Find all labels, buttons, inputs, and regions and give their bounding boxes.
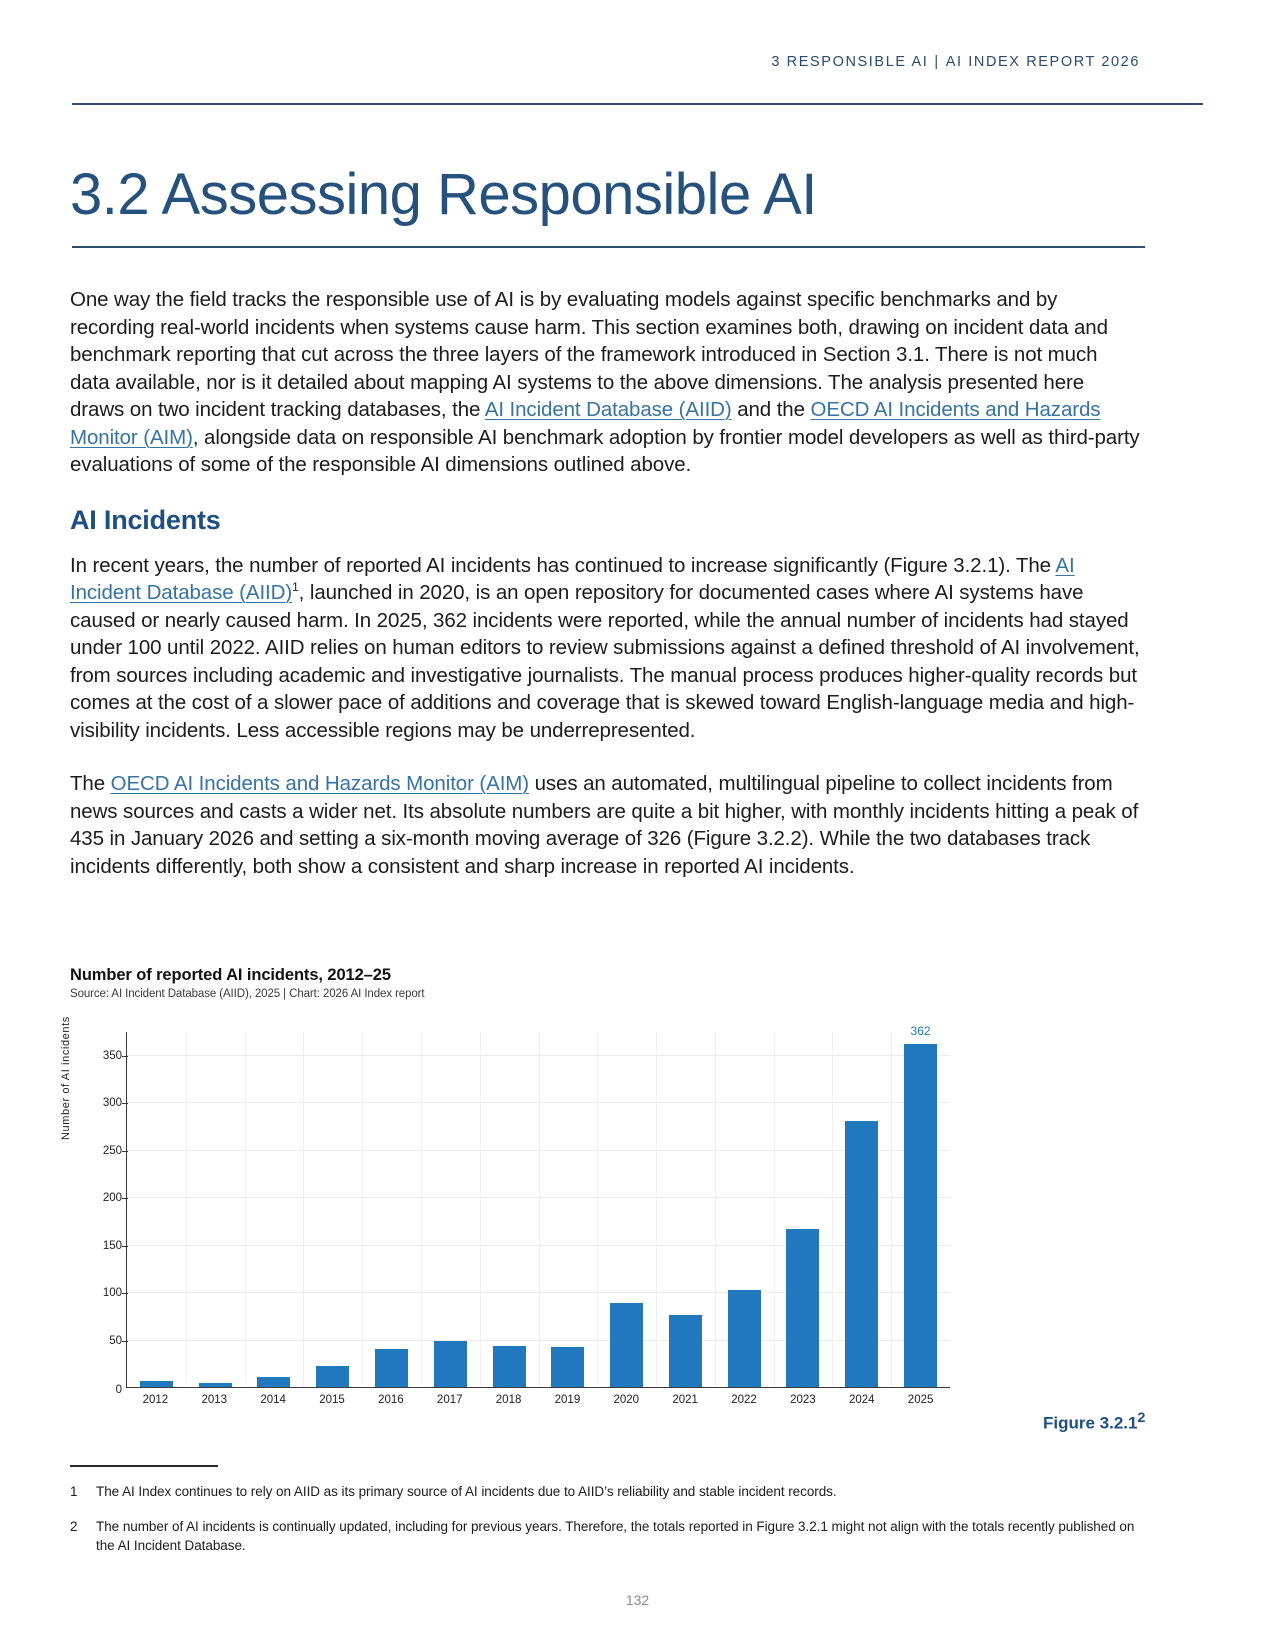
intro-text-2: and the xyxy=(731,398,811,421)
x-tick-2016: 2016 xyxy=(378,1394,404,1406)
body-content xyxy=(70,286,1142,906)
bar-slot xyxy=(245,1032,304,1388)
x-tick-2012: 2012 xyxy=(142,1394,169,1406)
x-tick-2023: 2023 xyxy=(790,1394,816,1406)
bar-slot xyxy=(480,1032,539,1388)
running-head-section: 3 RESPONSIBLE AI xyxy=(771,54,929,70)
bar-slot xyxy=(362,1032,421,1388)
chart-title: Number of reported AI incidents, 2012–25 xyxy=(70,966,391,984)
bar-2016[interactable] xyxy=(375,1349,408,1388)
link-oecd-aim[interactable]: OECD AI Incidents and Hazards Monitor (AIM) xyxy=(70,398,1101,449)
bar-slot xyxy=(832,1032,891,1388)
footnote xyxy=(70,1517,1142,1555)
header-divider xyxy=(72,103,1203,105)
y-tick-zero: 0 xyxy=(115,1384,122,1396)
bar-2019[interactable] xyxy=(551,1347,584,1388)
figure-caption-sup: 2 xyxy=(1137,1410,1146,1426)
footnote-number: 1 xyxy=(70,1484,78,1499)
link-ai-incident-database[interactable]: AI Incident Database (AIID) xyxy=(484,398,732,421)
figure-caption xyxy=(1043,1410,1145,1434)
x-axis-line xyxy=(126,1387,950,1389)
footnote xyxy=(70,1482,1142,1501)
x-tick-2024: 2024 xyxy=(848,1394,875,1406)
running-head-separator: | xyxy=(934,54,940,70)
x-axis-ticks xyxy=(126,1394,950,1416)
title-divider xyxy=(72,246,1145,248)
bar-slot xyxy=(891,1024,950,1388)
bar-slot xyxy=(715,1032,774,1388)
page-title: 3.2 Assessing Responsible AI xyxy=(70,161,817,227)
footnote-text: The number of AI incidents is continually updated, including for previous years. Therefore, the totals reported in Figure 3.2.1 might not align with the totals recently published on the AI Incident Database. xyxy=(96,1519,1135,1553)
running-head xyxy=(771,54,1140,70)
footnote-text: The AI Index continues to rely on AIID as its primary source of AI incidents due to AIID’s reliability and stable incident records. xyxy=(96,1484,837,1499)
footnote-number: 2 xyxy=(70,1519,78,1534)
bar-2025[interactable] xyxy=(904,1044,937,1388)
intro-text-3: , alongside data on responsible AI benchmark adoption by frontier model developers as well as third-party evaluations of some of the responsible AI dimensions outlined above. xyxy=(70,425,1140,476)
footnote-marker-1[interactable]: 1 xyxy=(292,580,299,595)
x-tick-2014: 2014 xyxy=(260,1394,286,1406)
x-tick-2015: 2015 xyxy=(319,1394,345,1406)
ai-incidents-section xyxy=(70,505,1142,881)
running-head-report: AI INDEX REPORT 2026 xyxy=(945,54,1140,70)
bar-slot xyxy=(303,1032,362,1388)
x-tick-2020: 2020 xyxy=(613,1394,640,1406)
subsection-heading: AI Incidents xyxy=(70,504,221,535)
footnote-divider xyxy=(70,1465,218,1467)
bar-2021[interactable] xyxy=(669,1315,702,1388)
para2-comma: , xyxy=(298,581,305,604)
link-oecd-aim-2[interactable]: OECD AI Incidents and Hazards Monitor (AIM) xyxy=(110,772,530,795)
bar-slot xyxy=(597,1032,656,1388)
x-tick-2025: 2025 xyxy=(907,1394,934,1406)
x-tick-2019: 2019 xyxy=(554,1394,581,1406)
x-tick-2018: 2018 xyxy=(495,1394,522,1406)
plot-region xyxy=(126,1024,950,1388)
paragraph-oecd xyxy=(70,770,1142,880)
y-tick-300: 300 xyxy=(70,1097,122,1109)
footnotes-list xyxy=(70,1482,1142,1571)
para2-text-2: launched in 2020, is an open repository for documented cases where AI systems have caused or nearly caused harm. In 2025, 362 incidents were reported, while the annual number of incidents had stayed under 100 until 2022. AIID relies on human editors to review submissions against a defined threshold of AI involvement, from sources including academic and investigative journalists. The manual process produces higher-quality records but comes at the cost of a slower pace of additions and coverage that is skewed toward English-language media and high-visibility incidents. Less accessible regions may be underrepresented. xyxy=(70,581,1140,742)
y-tick-200: 200 xyxy=(70,1192,122,1204)
figure-caption-text: Figure 3.2.1 xyxy=(1043,1413,1138,1433)
bar-2020[interactable] xyxy=(610,1303,643,1388)
bar-slot xyxy=(421,1032,480,1388)
link-ai-incident-database-2[interactable]: AI Incident Database (AIID) xyxy=(70,553,1075,604)
page-number: 132 xyxy=(625,1592,650,1608)
chart-area xyxy=(60,1010,950,1430)
y-axis-label: Number of AI incidents xyxy=(60,1016,72,1140)
x-tick-2013: 2013 xyxy=(201,1394,228,1406)
y-tick-50: 50 xyxy=(70,1335,122,1347)
bar-slot xyxy=(656,1032,715,1388)
y-tick-250: 250 xyxy=(70,1145,122,1157)
x-tick-2017: 2017 xyxy=(436,1394,463,1406)
para2-text-1: In recent years, the number of reported AI incidents has continued to increase significantly (Figure 3.2.1). The xyxy=(70,553,1056,577)
para3-text-1: The xyxy=(70,772,111,795)
bar-2022[interactable] xyxy=(728,1290,761,1388)
bar-2015[interactable] xyxy=(316,1366,349,1388)
y-tick-100: 100 xyxy=(70,1287,122,1299)
bar-2017[interactable] xyxy=(434,1341,467,1388)
y-tick-350: 350 xyxy=(70,1050,122,1062)
bar-slot xyxy=(774,1032,833,1388)
intro-paragraph xyxy=(70,286,1142,479)
x-tick-2022: 2022 xyxy=(731,1394,757,1406)
y-tick-150: 150 xyxy=(70,1240,122,1252)
bar-2018[interactable] xyxy=(493,1346,526,1388)
paragraph-aiid xyxy=(70,552,1142,745)
figure-3-2-1 xyxy=(60,966,1160,1430)
bar-2023[interactable] xyxy=(786,1229,819,1388)
chart-source: Source: AI Incident Database (AIID), 2025 | Chart: 2026 AI Index report xyxy=(70,988,425,1000)
bar-value-label-2025: 362 xyxy=(910,1024,931,1039)
x-tick-2021: 2021 xyxy=(672,1394,698,1406)
bar-slot xyxy=(127,1032,186,1388)
para3-text-2: uses an automated, multilingual pipeline to collect incidents from news sources and casts a wider net. Its absolute numbers are quite a bit higher, with monthly incidents hitting a peak of 435 in January 2026 and setting a six-month moving average of 326 (Figure 3.2.2). While the two databases track incidents differently, both show a consistent and sharp increase in reported AI incidents. xyxy=(70,772,1139,878)
bar-slot xyxy=(538,1032,597,1388)
bar-slot xyxy=(186,1032,245,1388)
bar-series xyxy=(127,1024,950,1388)
intro-text-1: One way the field tracks the responsible use of AI is by evaluating models against specific benchmarks and by recording real-world incidents when systems cause harm. This section examines both, drawing on incident data and benchmark reporting that cut across the three layers of the framework introduced in Section 3.1. There is not much data available, nor is it detailed about mapping AI systems to the above dimensions. The analysis presented here draws on two incident tracking databases, the xyxy=(70,288,1108,421)
bar-2024[interactable] xyxy=(845,1121,878,1388)
